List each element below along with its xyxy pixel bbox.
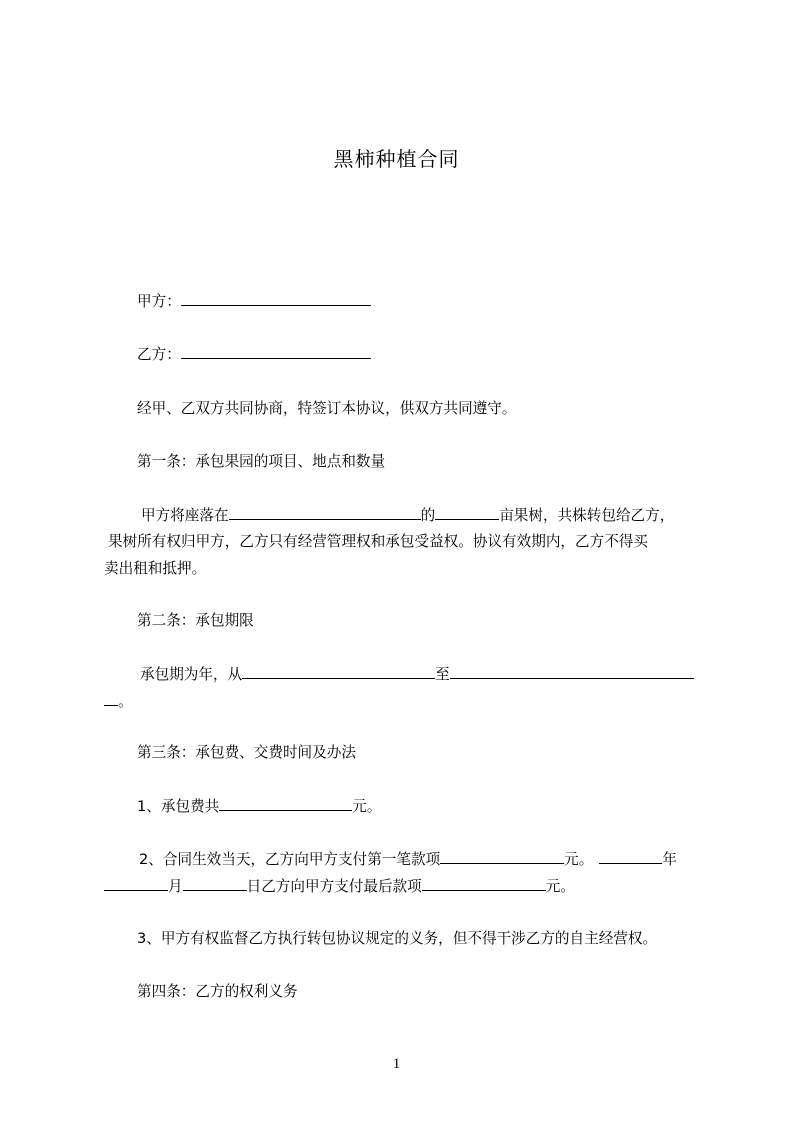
article3-item2-text-b: 元。 bbox=[564, 851, 594, 868]
party-a-blank[interactable] bbox=[181, 291, 371, 306]
party-a-label: 甲方： bbox=[137, 293, 181, 310]
day-blank[interactable] bbox=[183, 876, 247, 891]
location-blank[interactable] bbox=[229, 505, 421, 520]
article2-heading: 第二条：承包期限 bbox=[137, 612, 254, 629]
article1-text-a: 甲方将座落在 bbox=[141, 507, 229, 524]
article3-item2-text-c: 年 bbox=[662, 851, 677, 868]
article4-heading: 第四条：乙方的权利义务 bbox=[137, 983, 298, 1000]
article2-line2 bbox=[104, 691, 133, 712]
start-date-blank[interactable] bbox=[242, 664, 435, 679]
party-a-line bbox=[137, 291, 371, 312]
intro-paragraph: 经甲、乙双方共同协商，特签订本协议，供双方共同遵守。 bbox=[137, 400, 517, 417]
article3-item2-text-d: 月 bbox=[168, 878, 183, 895]
end-date-blank[interactable] bbox=[450, 664, 694, 679]
article1-line3: 卖出租和抵押。 bbox=[104, 560, 207, 577]
end-date-blank-continued[interactable] bbox=[104, 691, 118, 706]
total-fee-blank[interactable] bbox=[219, 796, 352, 811]
article1-line2: 果树所有权归甲方，乙方只有经营管理权和承包受益权。协议有效期内，乙方不得买 bbox=[108, 533, 648, 550]
article2-end: 。 bbox=[118, 693, 133, 710]
party-b-line bbox=[137, 344, 371, 365]
party-b-blank[interactable] bbox=[181, 344, 371, 359]
document-title: 黑柿种植合同 bbox=[333, 147, 460, 171]
article1-line1 bbox=[141, 505, 674, 526]
article3-item1 bbox=[137, 796, 381, 817]
article2-text-a: 承包期为年，从 bbox=[140, 666, 243, 683]
party-b-label: 乙方： bbox=[137, 346, 181, 363]
final-payment-blank[interactable] bbox=[422, 876, 546, 891]
page-number: 1 bbox=[392, 1056, 401, 1072]
article3-item1-text-b: 元。 bbox=[352, 798, 382, 815]
year-blank[interactable] bbox=[599, 849, 662, 864]
article3-heading: 第三条：承包费、交费时间及办法 bbox=[137, 744, 356, 761]
first-payment-blank[interactable] bbox=[440, 849, 564, 864]
article3-item2-text-f: 元。 bbox=[545, 878, 575, 895]
month-blank[interactable] bbox=[104, 876, 168, 891]
article1-text-b: 的 bbox=[420, 507, 436, 524]
article1-text-c: 亩果树，共株转包给乙方， bbox=[499, 507, 675, 524]
article3-item2-line1 bbox=[139, 849, 677, 870]
article3-item1-text-a: 1、承包费共 bbox=[137, 798, 220, 815]
article2-line1 bbox=[140, 664, 694, 685]
article2-text-b: 至 bbox=[435, 666, 450, 683]
article3-item2-text-a: 2、合同生效当天，乙方向甲方支付第一笔款项 bbox=[139, 851, 441, 868]
article3-item2-text-e: 日乙方向甲方支付最后款项 bbox=[246, 878, 422, 895]
article3-item2-line2 bbox=[104, 876, 575, 897]
article3-item3: 3、甲方有权监督乙方执行转包协议规定的义务，但不得干涉乙方的自主经营权。 bbox=[137, 930, 658, 947]
article1-heading: 第一条：承包果园的项目、地点和数量 bbox=[137, 453, 386, 470]
acreage-blank[interactable] bbox=[435, 505, 499, 520]
